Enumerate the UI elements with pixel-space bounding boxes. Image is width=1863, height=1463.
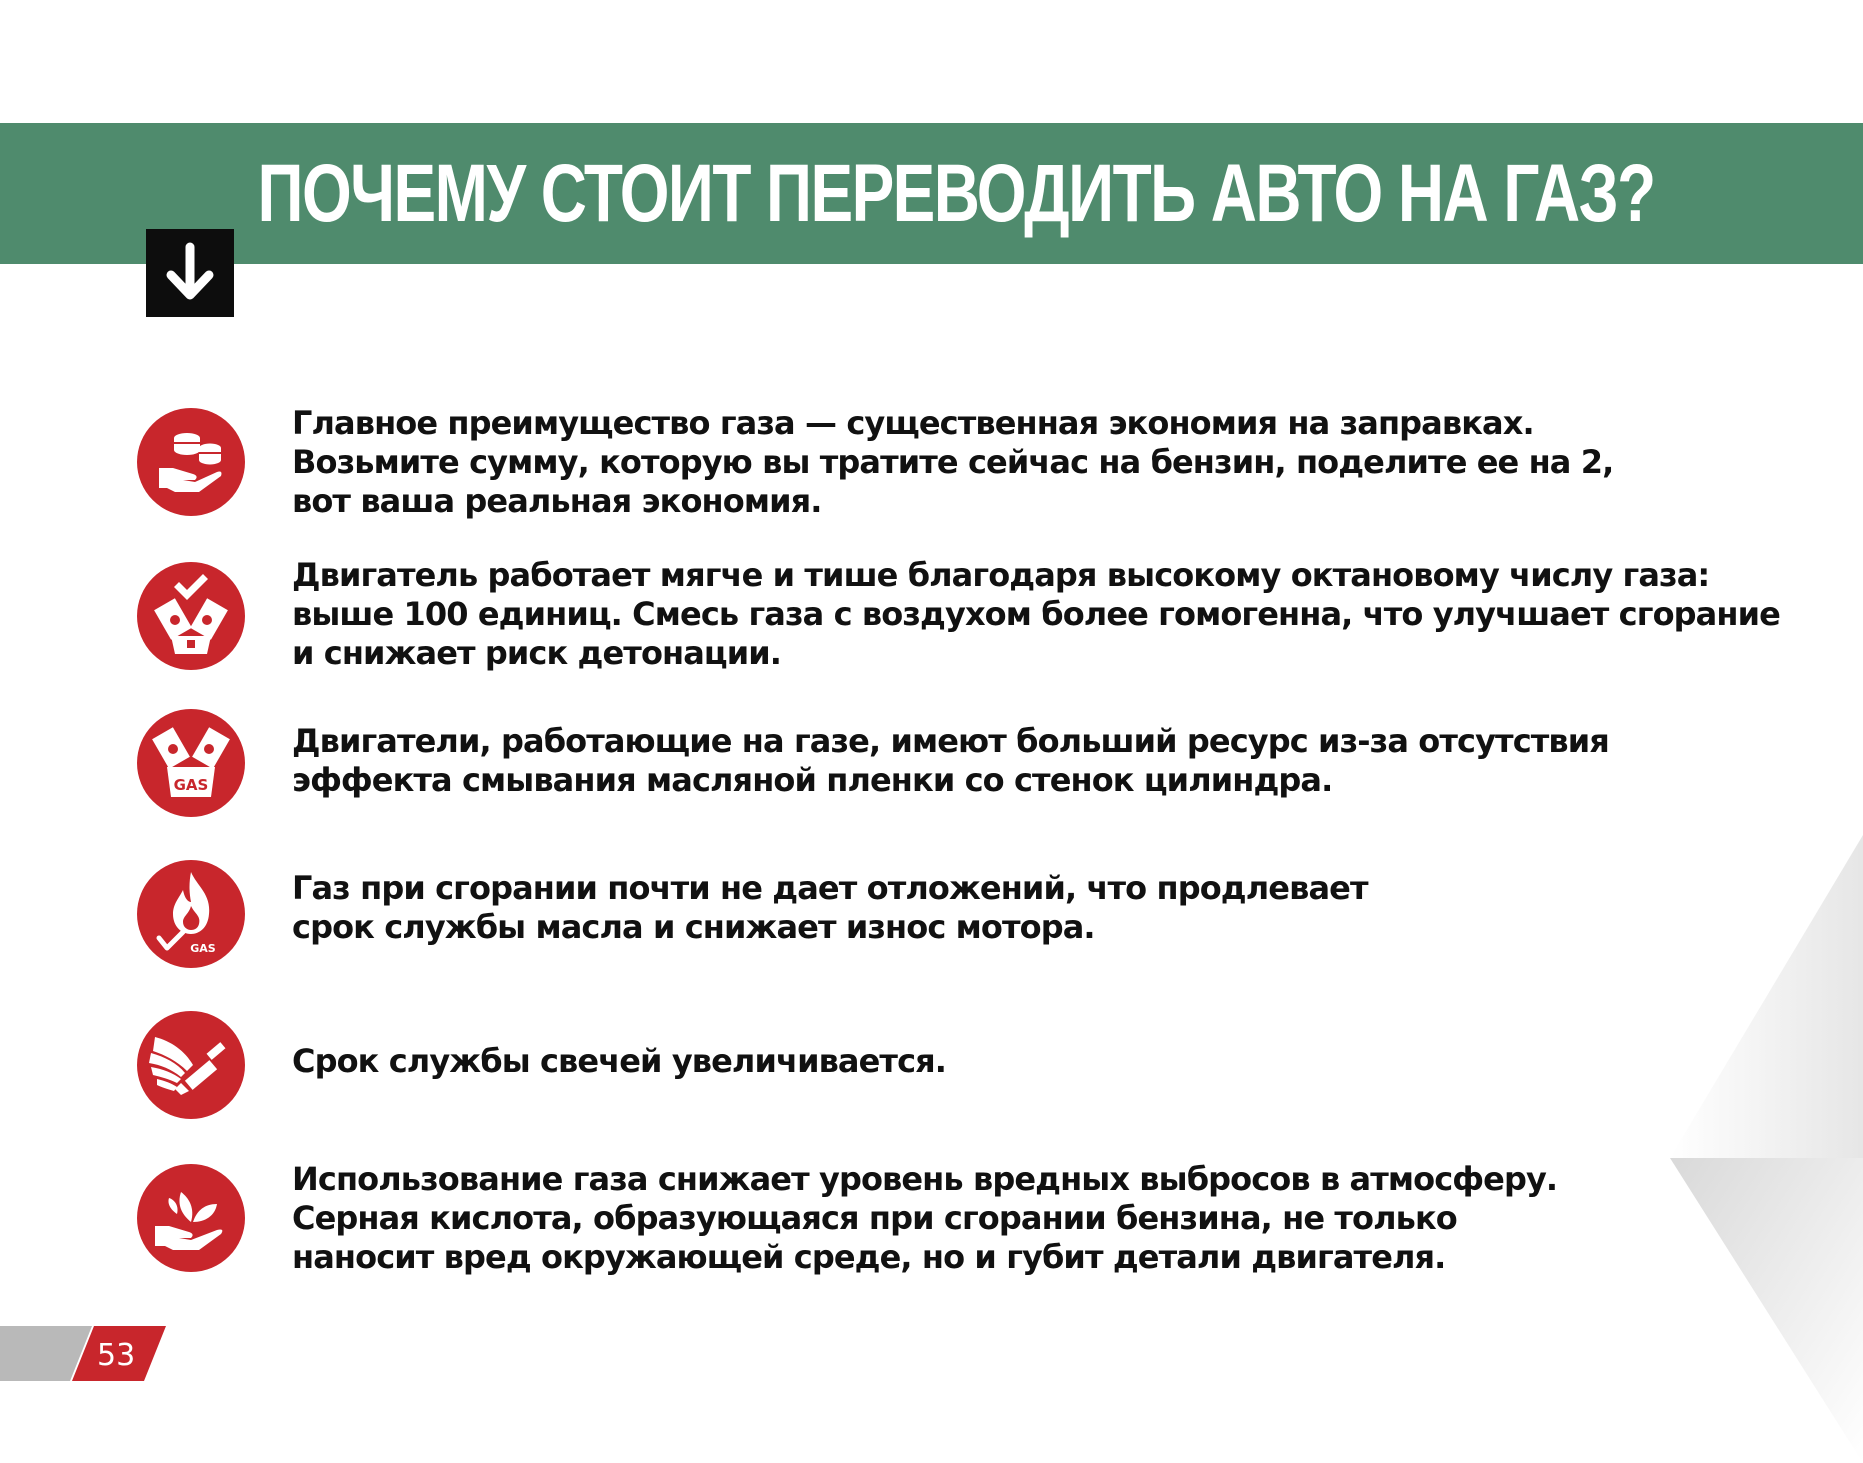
text-line: срок службы масла и снижает износ мотора.	[292, 908, 1095, 946]
text-line: Использование газа снижает уровень вредных выбросов в атмосферу.	[292, 1160, 1558, 1198]
benefit-text-5	[292, 1042, 1762, 1081]
coins-hand-icon	[137, 408, 245, 516]
icon-gas-label: GAS	[173, 776, 209, 794]
flame-gas-check-icon	[137, 860, 245, 968]
text-line: наносит вред окружающей среде, но и губит детали двигателя.	[292, 1238, 1446, 1276]
benefit-text-4	[292, 869, 1762, 947]
text-line: Главное преимущество газа — существенная экономия на заправках.	[292, 404, 1534, 442]
benefit-text-6	[292, 1160, 1762, 1277]
title-banner	[0, 123, 1863, 264]
text-line: Двигатель работает мягче и тише благодаря высокому октановому числу газа:	[292, 556, 1710, 594]
text-line: Возьмите сумму, которую вы тратите сейчас на бензин, поделите ее на 2,	[292, 443, 1614, 481]
page-title: ПОЧЕМУ СТОИТ ПЕРЕВОДИТЬ АВТО НА ГАЗ?	[257, 147, 1655, 239]
icon-gas-label: GAS	[190, 942, 216, 955]
text-line: эффекта смывания масляной пленки со стенок цилиндра.	[292, 761, 1333, 799]
benefit-text-2	[292, 556, 1780, 673]
engine-gas-icon	[137, 709, 245, 817]
text-line: Срок службы свечей увеличивается.	[292, 1042, 947, 1080]
winged-spark-plug-icon	[137, 1011, 245, 1119]
engine-check-icon	[137, 562, 245, 670]
benefit-text-1	[292, 404, 1762, 521]
text-line: и снижает риск детонации.	[292, 634, 782, 672]
benefit-text-3	[292, 722, 1762, 800]
page-number: 53	[97, 1338, 136, 1373]
leaf-hand-icon	[137, 1164, 245, 1272]
text-line: Двигатели, работающие на газе, имеют больший ресурс из-за отсутствия	[292, 722, 1609, 760]
text-line: Серная кислота, образующаяся при сгорании бензина, не только	[292, 1199, 1457, 1237]
text-line: вот ваша реальная экономия.	[292, 482, 822, 520]
text-line: Газ при сгорании почти не дает отложений, что продлевает	[292, 869, 1368, 907]
text-line: выше 100 единиц. Смесь газа с воздухом более гомогенна, что улучшает сгорание	[292, 595, 1780, 633]
arrow-down-icon	[146, 229, 234, 317]
